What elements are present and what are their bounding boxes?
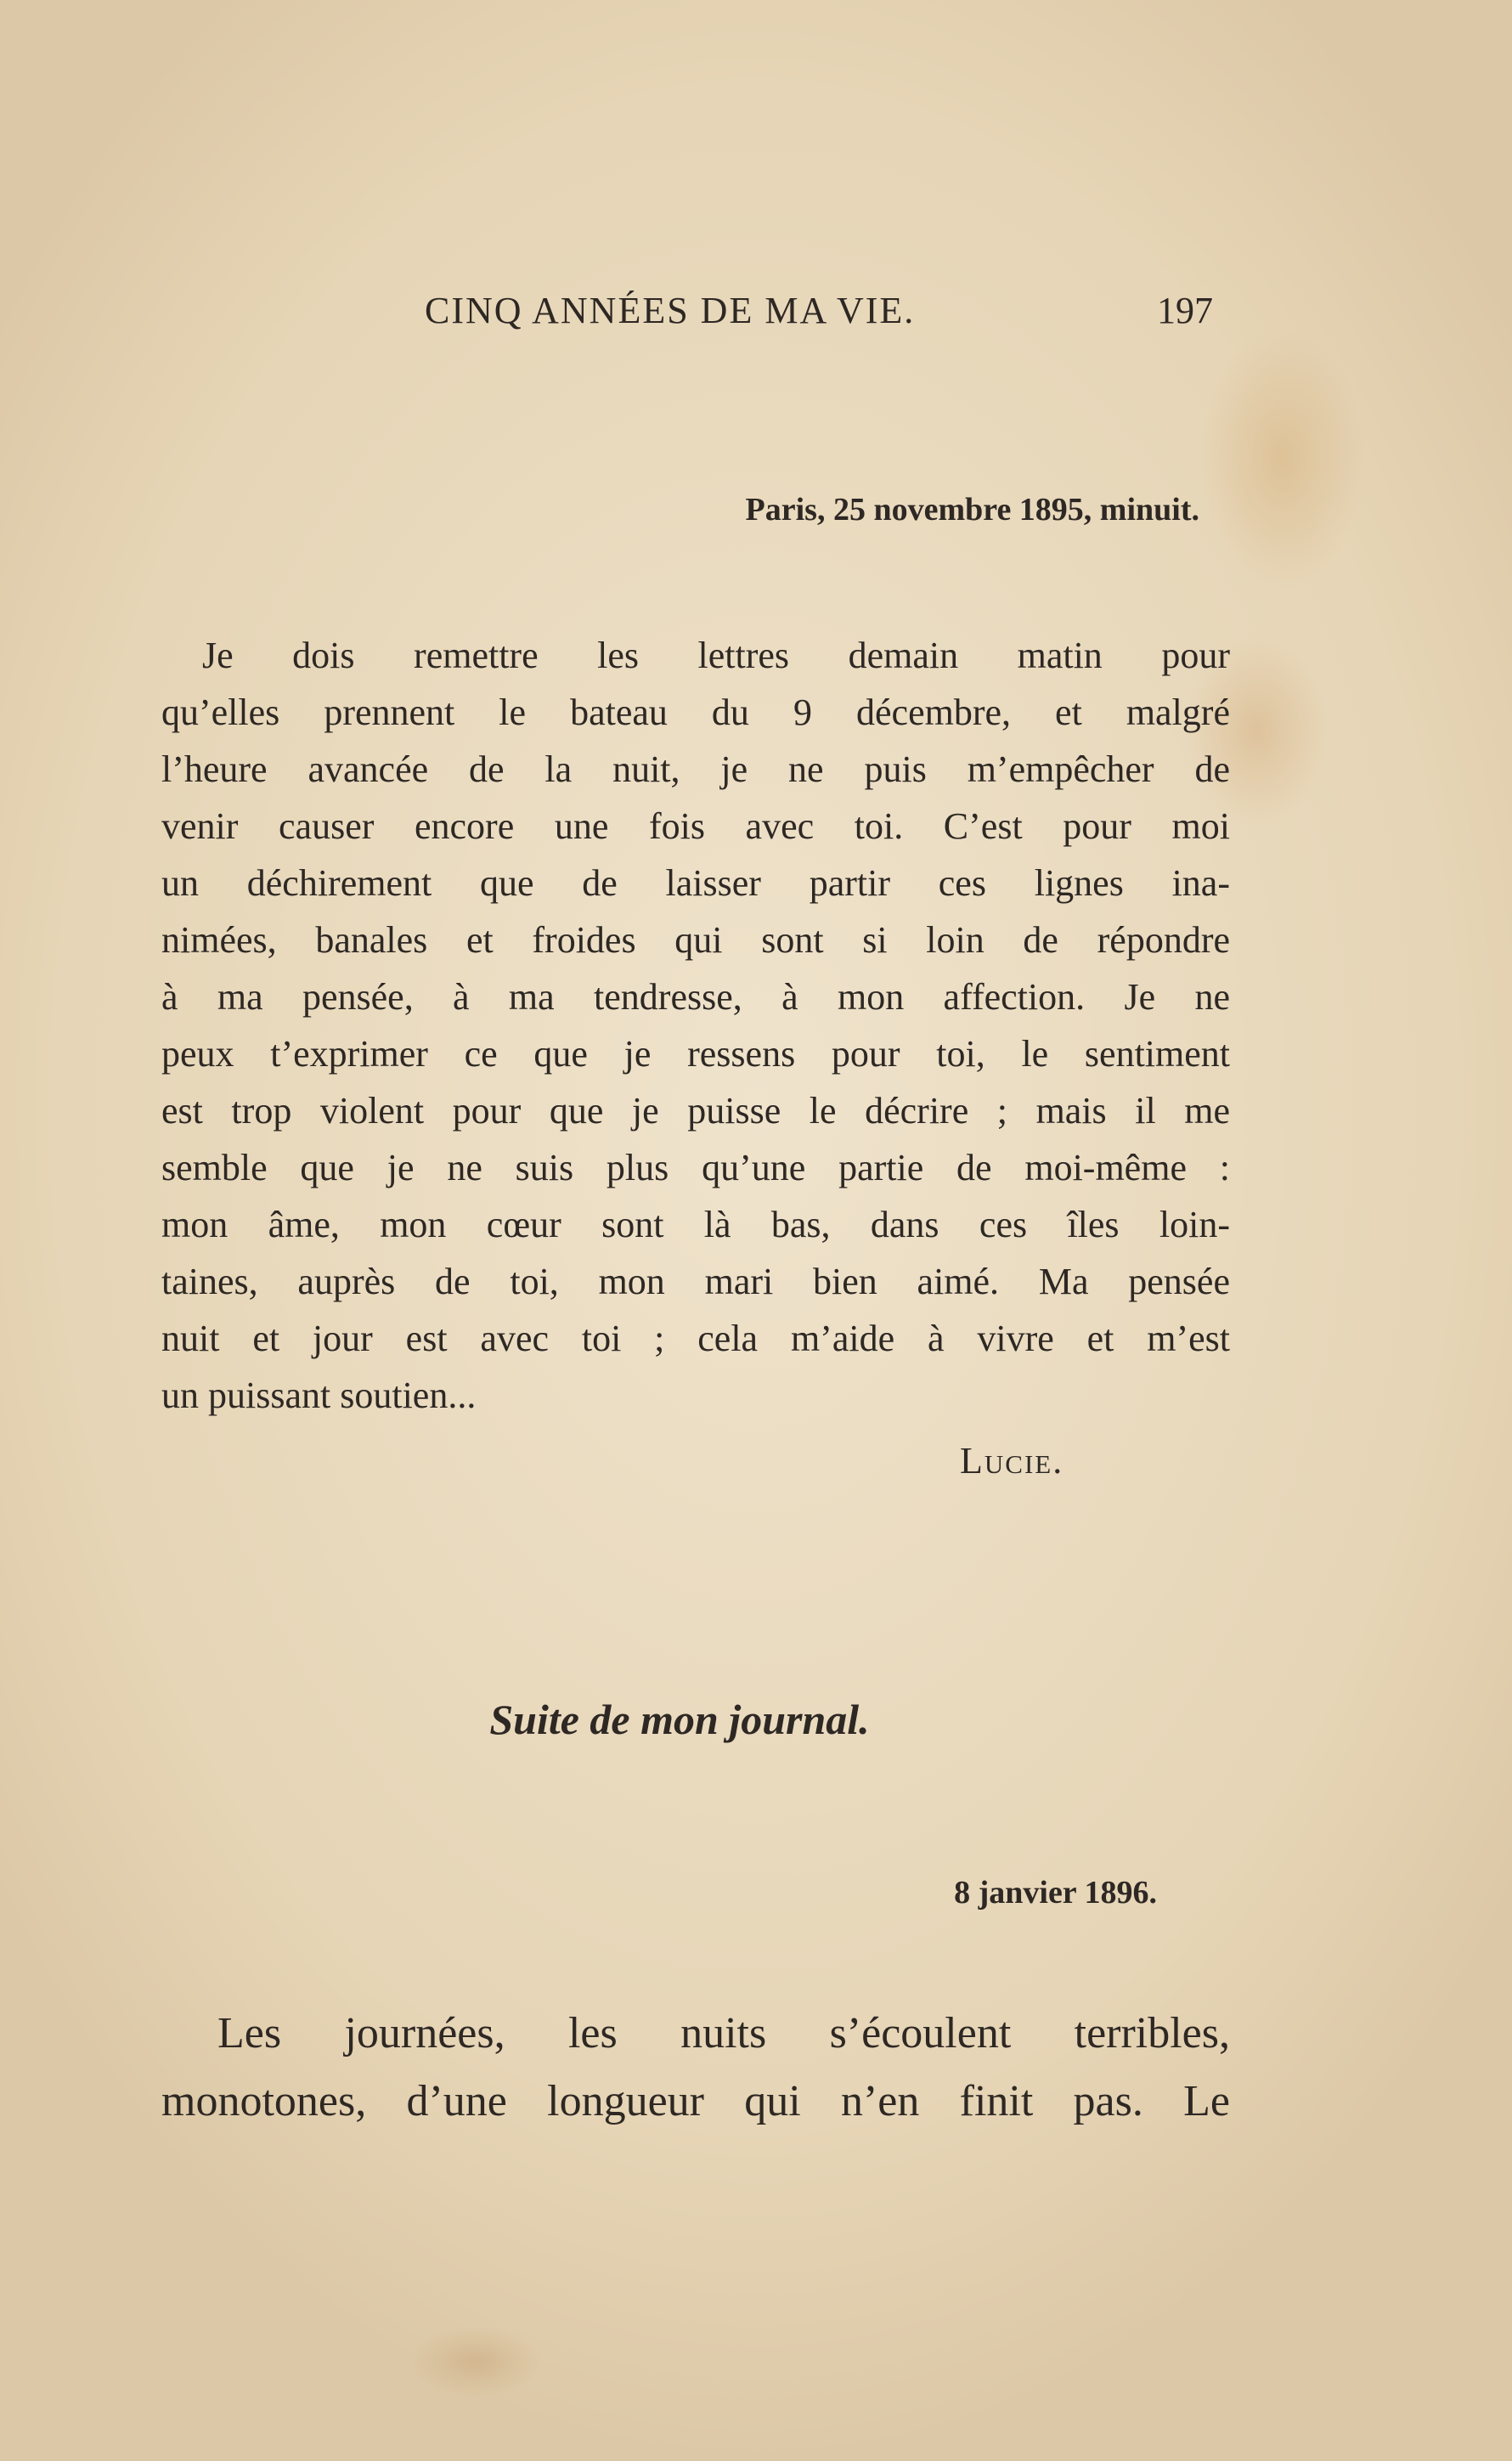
text-line: semble que je ne suis plus qu’une partie de moi-même : xyxy=(161,1147,1230,1188)
text-line: venir causer encore une fois avec toi. C’est pour moi xyxy=(161,805,1230,847)
text-line: nimées, banales et froides qui sont si loin de répondre xyxy=(161,919,1230,961)
text-line: à ma pensée, à ma tendresse, à mon affection. Je ne xyxy=(161,976,1230,1018)
text-line: est trop violent pour que je puisse le décrire ; mais il me xyxy=(161,1090,1230,1132)
text-line: un puissant soutien... xyxy=(161,1374,477,1416)
text-line: taines, auprès de toi, mon mari bien aimé. Ma pensée xyxy=(161,1261,1230,1302)
running-head: CINQ ANNÉES DE MA VIE. xyxy=(425,290,916,331)
journal-dateline: 8 janvier 1896. xyxy=(954,1875,1157,1911)
text-line: monotones, d’une longueur qui n’en finit pas. Le xyxy=(161,2077,1230,2125)
text-line: Je dois remettre les lettres demain matin pour xyxy=(202,635,1230,676)
page-number: 197 xyxy=(1157,290,1213,331)
letter-signature: Lucie. xyxy=(960,1440,1064,1482)
text-line: nuit et jour est avec toi ; cela m’aide à vivre et m’est xyxy=(161,1318,1230,1359)
letter-body xyxy=(161,627,1230,1424)
text-line: Les journées, les nuits s’écoulent terribles, xyxy=(217,2009,1230,2057)
text-line: l’heure avancée de la nuit, je ne puis m’empêcher de xyxy=(161,748,1230,790)
text-line: mon âme, mon cœur sont là bas, dans ces îles loin- xyxy=(161,1204,1230,1245)
text-line: un déchirement que de laisser partir ces lignes ina- xyxy=(161,862,1230,904)
text-line: peux t’exprimer ce que je ressens pour toi, le sentiment xyxy=(161,1033,1230,1075)
letter-dateline: Paris, 25 novembre 1895, minuit. xyxy=(745,492,1199,528)
text-line: qu’elles prennent le bateau du 9 décembre, et malgré xyxy=(161,691,1230,733)
journal-body xyxy=(161,2000,1230,2136)
section-title: Suite de mon journal. xyxy=(489,1696,870,1743)
